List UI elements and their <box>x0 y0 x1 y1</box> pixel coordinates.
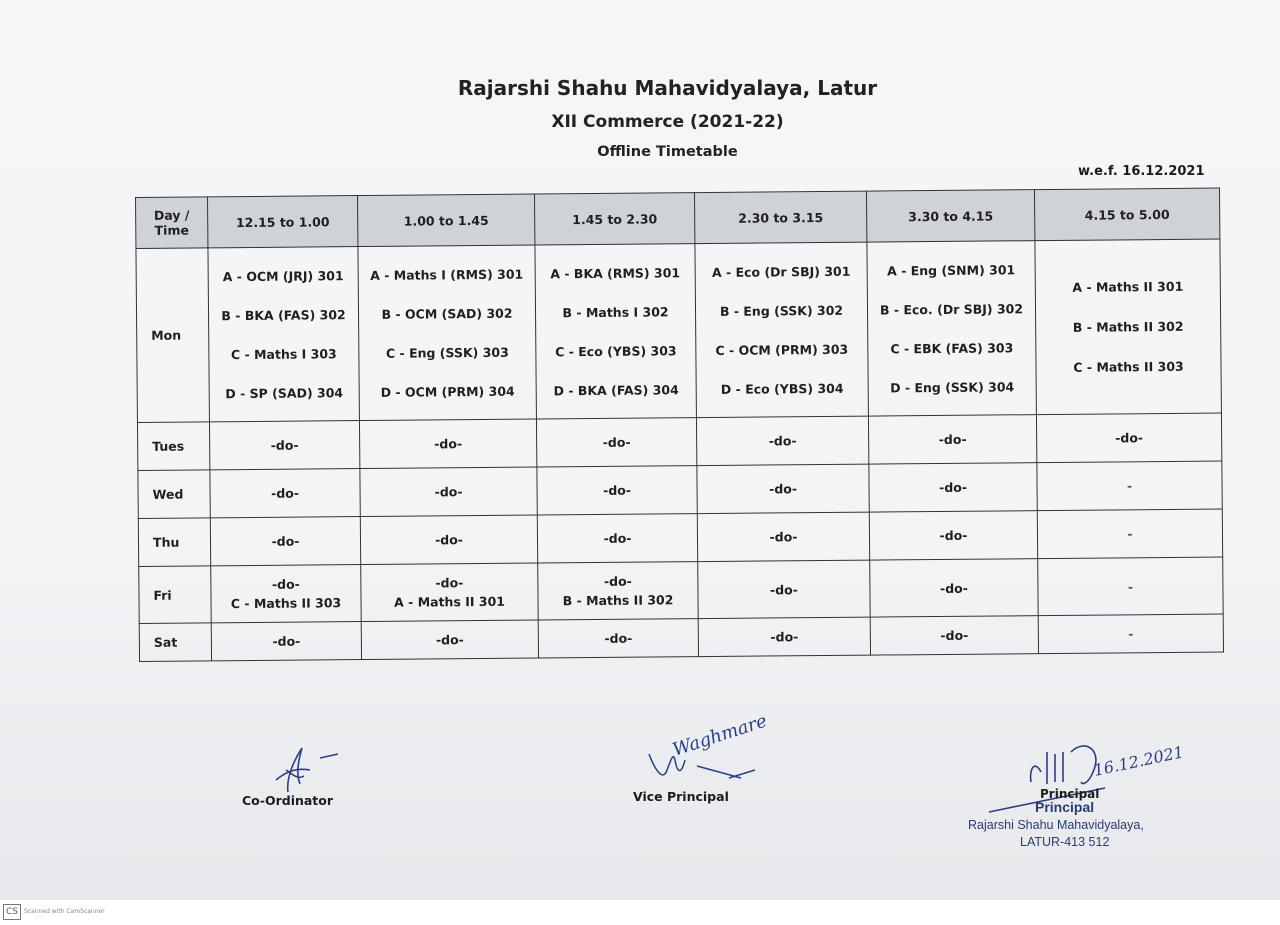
timetable-cell: - <box>1038 557 1223 616</box>
timetable-cell: -do- <box>868 415 1036 464</box>
timetable-cell: A - BKA (RMS) 301 B - Maths I 302 C - Eco (YBS) 303 D - BKA (FAS) 304 <box>535 244 697 419</box>
vice-principal-signature <box>645 710 785 790</box>
time-slot-header: 1.45 to 2.30 <box>534 193 694 245</box>
timetable-cell: -do- <box>697 512 869 561</box>
time-slot-header: 3.30 to 4.15 <box>866 190 1034 242</box>
timetable-cell: -do- <box>210 469 360 518</box>
timetable-cell: -do- <box>869 511 1037 560</box>
class-title: XII Commerce (2021-22) <box>551 112 784 132</box>
timetable-cell: -do- <box>211 622 361 661</box>
timetable-header-row <box>136 188 1220 248</box>
timetable-cell: A - OCM (JRJ) 301 B - BKA (FAS) 302 C - Maths I 303 D - SP (SAD) 304 <box>208 247 360 422</box>
timetable-cell: -do- <box>359 419 536 469</box>
timetable-cell: -do- <box>538 619 698 658</box>
timetable-cell: -do- A - Maths II 301 <box>361 563 538 622</box>
timetable-cell: -do- B - Maths II 302 <box>538 562 698 620</box>
timetable-type: Offline Timetable <box>597 144 738 160</box>
timetable-cell: A - Eco (Dr SBJ) 301 B - Eng (SSK) 302 C - OCM (PRM) 303 D - Eco (YBS) 304 <box>695 242 869 417</box>
scanner-watermark-text: Scanned with CamScanner <box>24 908 105 915</box>
timetable-cell: -do- <box>210 517 360 566</box>
timetable-cell: - <box>1038 614 1223 654</box>
timetable-cell: -do- <box>870 559 1038 617</box>
timetable-cell: A - Maths II 301 B - Maths II 302 C - Maths II 303 <box>1035 239 1222 415</box>
timetable-cell: -do- <box>870 616 1038 655</box>
time-slot-header: 4.15 to 5.00 <box>1034 188 1219 241</box>
timetable <box>135 188 1224 662</box>
stamp-line2: LATUR-413 512 <box>1020 835 1110 849</box>
timetable-cell: A - Eng (SNM) 301 B - Eco. (Dr SBJ) 302 C - EBK (FAS) 303 D - Eng (SSK) 304 <box>867 241 1037 416</box>
vice-principal-handwriting: Waghmare <box>670 710 770 761</box>
timetable-cell: -do- <box>360 467 537 517</box>
timetable-cell: -do- <box>537 466 697 515</box>
timetable-cell: -do- <box>698 560 870 618</box>
timetable-cell: -do- <box>361 620 538 660</box>
day-label: Mon <box>136 248 210 423</box>
timetable-cell: A - Maths I (RMS) 301 B - OCM (SAD) 302 C - Eng (SSK) 303 D - OCM (PRM) 304 <box>358 245 537 421</box>
time-slot-header: 2.30 to 3.15 <box>694 191 866 243</box>
institution-title: Rajarshi Shahu Mahavidyalaya, Latur <box>457 76 878 100</box>
time-slot-header: 1.00 to 1.45 <box>357 194 534 247</box>
timetable-cell: -do- <box>536 418 696 467</box>
stamp-title: Principal <box>1035 799 1095 815</box>
table-row-fri <box>139 557 1223 623</box>
day-time-header: Day / Time <box>136 197 208 249</box>
timetable-cell: - <box>1037 461 1222 511</box>
timetable-cell: -do- C - Maths II 303 <box>211 565 361 623</box>
day-label: Thu <box>138 518 210 567</box>
principal-label: Principal <box>1040 787 1100 801</box>
stamp-line1: Rajarshi Shahu Mahavidyalaya, <box>968 818 1144 832</box>
timetable-cell: - <box>1037 509 1222 559</box>
timetable-cell: -do- <box>869 463 1037 512</box>
timetable-cell: -do- <box>1036 413 1221 463</box>
timetable-cell: -do- <box>696 416 868 465</box>
timetable-cell: -do- <box>698 617 870 656</box>
vice-principal-label: Vice Principal <box>633 789 729 804</box>
scanner-footer <box>0 900 1280 925</box>
day-label: Fri <box>139 566 211 624</box>
coordinator-label: Co-Ordinator <box>242 793 334 808</box>
time-slot-header: 12.15 to 1.00 <box>208 196 358 248</box>
table-row-mon <box>136 239 1221 422</box>
timetable-cell: -do- <box>537 514 697 563</box>
timetable-cell: -do- <box>209 421 359 470</box>
day-label: Tues <box>137 422 209 471</box>
camscanner-logo: CS <box>3 904 21 920</box>
day-label: Wed <box>138 470 210 519</box>
timetable-cell: -do- <box>697 464 869 513</box>
day-label: Sat <box>139 623 211 662</box>
principal-handwritten-date: 16.12.2021 <box>1091 742 1186 780</box>
timetable-cell: -do- <box>360 515 537 565</box>
coordinator-signature <box>258 740 348 800</box>
effective-date: w.e.f. 16.12.2021 <box>1078 164 1205 179</box>
